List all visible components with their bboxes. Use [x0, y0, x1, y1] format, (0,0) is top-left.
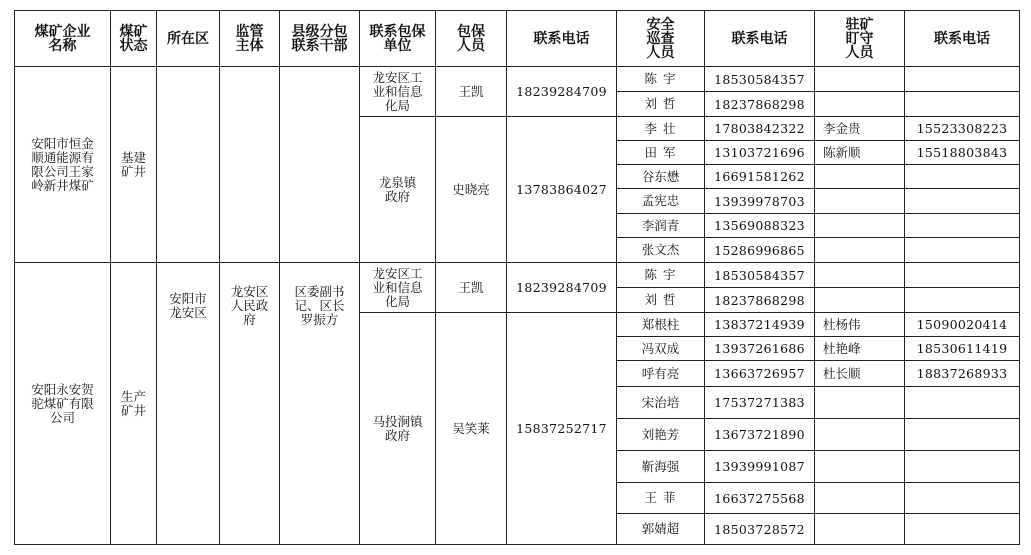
- unit-4-phone: 15837252717: [516, 421, 607, 436]
- contact-table: [14, 10, 1020, 545]
- header-mine-name: 煤矿企业名称: [34, 23, 91, 54]
- patrol-name: 王 菲: [644, 490, 677, 505]
- patrol-phone: 17537271383: [714, 395, 805, 410]
- patrol-name: 谷东懋: [641, 168, 680, 184]
- mine-1-status: 基建矿井: [120, 149, 146, 179]
- patrol-phone: 16691581262: [714, 169, 805, 184]
- header-contact-unit: 联系包保单位: [369, 23, 426, 54]
- header-mine-status: 煤矿状态: [119, 23, 148, 54]
- unit-4-person: 吴笑莱: [452, 420, 490, 436]
- patrol-name: 宋治培: [641, 394, 680, 410]
- patrol-name: 呼有亮: [641, 365, 680, 381]
- patrol-name: 陈 宇: [644, 71, 677, 86]
- mine-2-name: 安阳永安贺驼煤矿有限公司: [31, 381, 94, 425]
- patrol-phone: 16637275568: [714, 490, 805, 506]
- header-phone-3: 联系电话: [934, 30, 990, 47]
- header-safety-patrol: 安全巡查人员: [646, 16, 675, 61]
- header-guarantee-person: 包保人员: [457, 23, 485, 54]
- stay-name: 杜艳峰: [823, 340, 861, 356]
- unit-1-person: 王凯: [458, 83, 484, 99]
- patrol-name: 田 军: [644, 144, 677, 160]
- patrol-phone: 13569088323: [714, 218, 805, 233]
- district-cell: 安阳市龙安区: [169, 290, 207, 320]
- patrol-phone: 13937261686: [714, 341, 805, 356]
- stay-phone: 15518803843: [916, 145, 1008, 160]
- header-district: 所在区: [167, 30, 209, 47]
- stay-phone: 15523308223: [916, 121, 1008, 136]
- patrol-phone: 18237868298: [714, 96, 805, 112]
- header-supervisor: 监管主体: [235, 23, 264, 54]
- mine-1-name: 安阳市恒金顺通能源有限公司王家岭新井煤矿: [31, 135, 94, 193]
- patrol-name: 郑根柱: [641, 316, 680, 332]
- stay-phone: 18530611419: [916, 341, 1008, 356]
- unit-4-name: 马投涧镇政府: [372, 413, 423, 443]
- unit-2-person: 史晓亮: [452, 181, 490, 197]
- patrol-phone: 18237868298: [714, 292, 805, 308]
- patrol-name: 刘 哲: [644, 292, 677, 307]
- supervisor-cell: 龙安区人民政府: [230, 283, 269, 327]
- unit-1-name: 龙安区工业和信息化局: [372, 69, 423, 113]
- county-cadre-cell: 区委副书记、区长罗振方: [294, 283, 345, 327]
- patrol-phone: 13673721890: [714, 427, 805, 442]
- patrol-phone: 13939978703: [714, 193, 805, 209]
- patrol-phone: 13103721696: [714, 145, 805, 160]
- patrol-name: 孟宪忠: [641, 193, 680, 208]
- patrol-name: 冯双成: [641, 340, 680, 356]
- stay-name: 李金贵: [823, 120, 861, 136]
- patrol-phone: 18503728572: [714, 521, 805, 537]
- patrol-name: 陈 宇: [644, 267, 677, 282]
- patrol-name: 刘艳芳: [641, 426, 680, 442]
- table-border-bottom: [14, 544, 1020, 545]
- header-county-cadre: 县级分包联系干部: [291, 23, 348, 54]
- patrol-phone: 18530584357: [714, 267, 805, 283]
- unit-2-name: 龙泉镇政府: [378, 174, 417, 204]
- mine-2-status: 生产矿井: [120, 388, 146, 418]
- stay-phone: 15090020414: [916, 317, 1008, 332]
- unit-3-name: 龙安区工业和信息化局: [372, 265, 423, 309]
- patrol-phone: 13939991087: [714, 459, 805, 474]
- header-phone-1: 联系电话: [533, 30, 590, 47]
- patrol-phone: 13837214939: [714, 317, 805, 332]
- stay-name: 陈新顺: [823, 144, 861, 160]
- patrol-phone: 15286996865: [714, 242, 805, 258]
- unit-2-phone: 13783864027: [516, 182, 607, 197]
- header-phone-2: 联系电话: [731, 30, 788, 47]
- stay-name: 杜杨伟: [823, 316, 861, 332]
- stay-name: 杜长顺: [823, 365, 861, 381]
- patrol-phone: 18530584357: [714, 71, 805, 87]
- stay-phone: 18837268933: [916, 366, 1008, 381]
- patrol-name: 李润青: [641, 217, 680, 233]
- patrol-name: 刘 哲: [644, 96, 677, 111]
- patrol-name: 张文杰: [641, 242, 680, 257]
- patrol-name: 靳海强: [641, 458, 680, 474]
- patrol-phone: 17803842322: [714, 121, 805, 136]
- unit-3-phone: 18239284709: [516, 280, 607, 295]
- header-on-site-staff: 驻矿盯守人员: [845, 16, 874, 61]
- patrol-name: 郭婧超: [641, 521, 680, 536]
- patrol-name: 李 壮: [644, 120, 677, 136]
- unit-1-phone: 18239284709: [516, 84, 607, 99]
- patrol-phone: 13663726957: [714, 366, 805, 381]
- unit-3-person: 王凯: [458, 279, 484, 295]
